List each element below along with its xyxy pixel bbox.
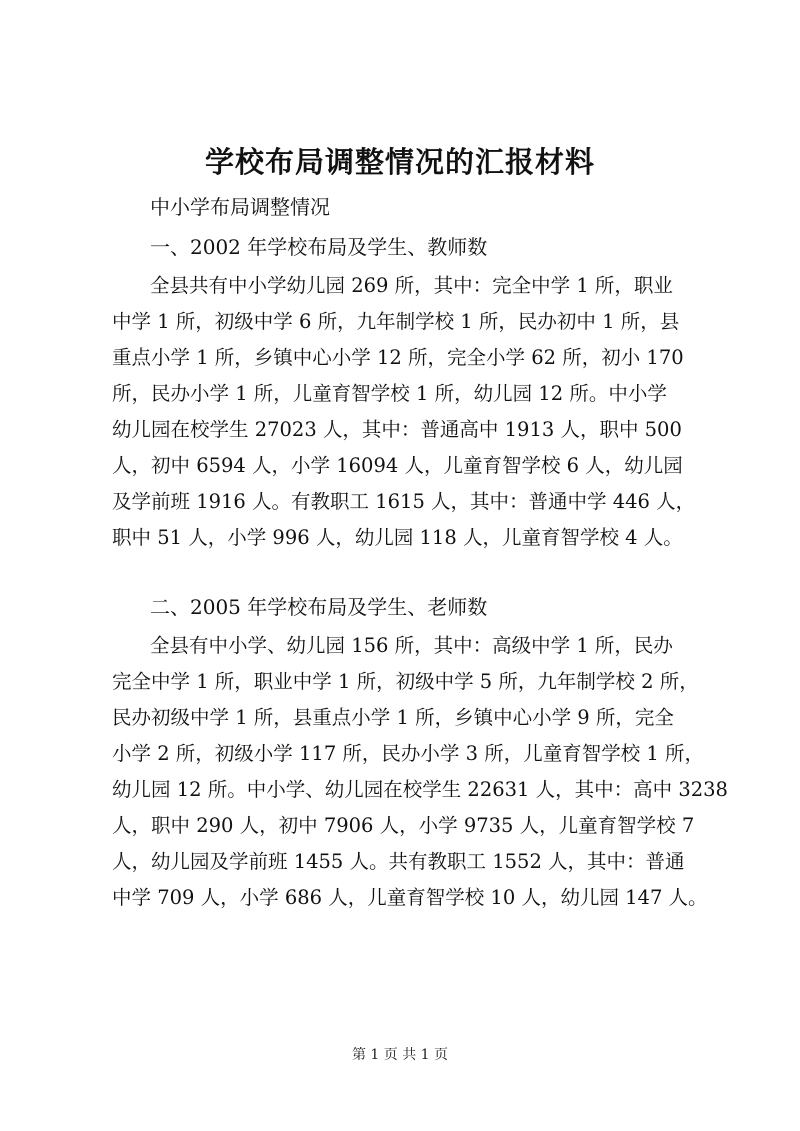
page-number-footer: 第 1 页 共 1 页 bbox=[351, 1047, 449, 1063]
subtitle: 中小学布局调整情况 bbox=[150, 195, 330, 219]
section-two-paragraph bbox=[112, 628, 728, 916]
paragraph-line: 小学 2 所，初级小学 117 所，民办小学 3 所，儿童育智学校 1 所， bbox=[112, 742, 705, 765]
page-title: 学校布局调整情况的汇报材料 bbox=[204, 145, 595, 179]
paragraph-line: 人，职中 290 人，初中 7906 人，小学 9735 人，儿童育智学校 7 bbox=[112, 814, 695, 837]
paragraph-line: 及学前班 1916 人。有教职工 1615 人，其中：普通中学 446 人， bbox=[112, 490, 696, 513]
paragraph-line: 完全中学 1 所，职业中学 1 所，初级中学 5 所，九年制学校 2 所， bbox=[112, 670, 699, 693]
section-one-paragraph bbox=[112, 268, 702, 556]
paragraph-line: 重点小学 1 所，乡镇中心小学 12 所，完全小学 62 所，初小 170 bbox=[112, 346, 684, 369]
paragraph-line: 人，初中 6594 人，小学 16094 人，儿童育智学校 6 人，幼儿园 bbox=[112, 454, 683, 477]
paragraph-line: 全县有中小学、幼儿园 156 所，其中：高级中学 1 所，民办 bbox=[150, 634, 673, 657]
section-one-heading: 一、2002 年学校布局及学生、教师数 bbox=[150, 235, 488, 259]
paragraph-line: 所，民办小学 1 所，儿童育智学校 1 所，幼儿园 12 所。中小学 bbox=[112, 382, 667, 405]
paragraph-line: 职中 51 人，小学 996 人，幼儿园 118 人，儿童育智学校 4 人。 bbox=[112, 526, 683, 549]
paragraph-line: 民办初级中学 1 所，县重点小学 1 所，乡镇中心小学 9 所，完全 bbox=[112, 706, 674, 729]
section-two-heading: 二、2005 年学校布局及学生、老师数 bbox=[150, 595, 488, 619]
paragraph-line: 幼儿园在校学生 27023 人，其中：普通高中 1913 人，职中 500 bbox=[112, 418, 682, 441]
paragraph-line: 中学 1 所，初级中学 6 所，九年制学校 1 所，民办初中 1 所，县 bbox=[112, 310, 680, 333]
paragraph-line: 全县共有中小学幼儿园 269 所，其中：完全中学 1 所，职业 bbox=[150, 274, 673, 297]
paragraph-line: 中学 709 人，小学 686 人，儿童育智学校 10 人，幼儿园 147 人。 bbox=[112, 886, 708, 909]
paragraph-line: 人，幼儿园及学前班 1455 人。共有教职工 1552 人，其中：普通 bbox=[112, 850, 685, 873]
paragraph-line: 幼儿园 12 所。中小学、幼儿园在校学生 22631 人，其中：高中 3238 bbox=[112, 778, 728, 801]
